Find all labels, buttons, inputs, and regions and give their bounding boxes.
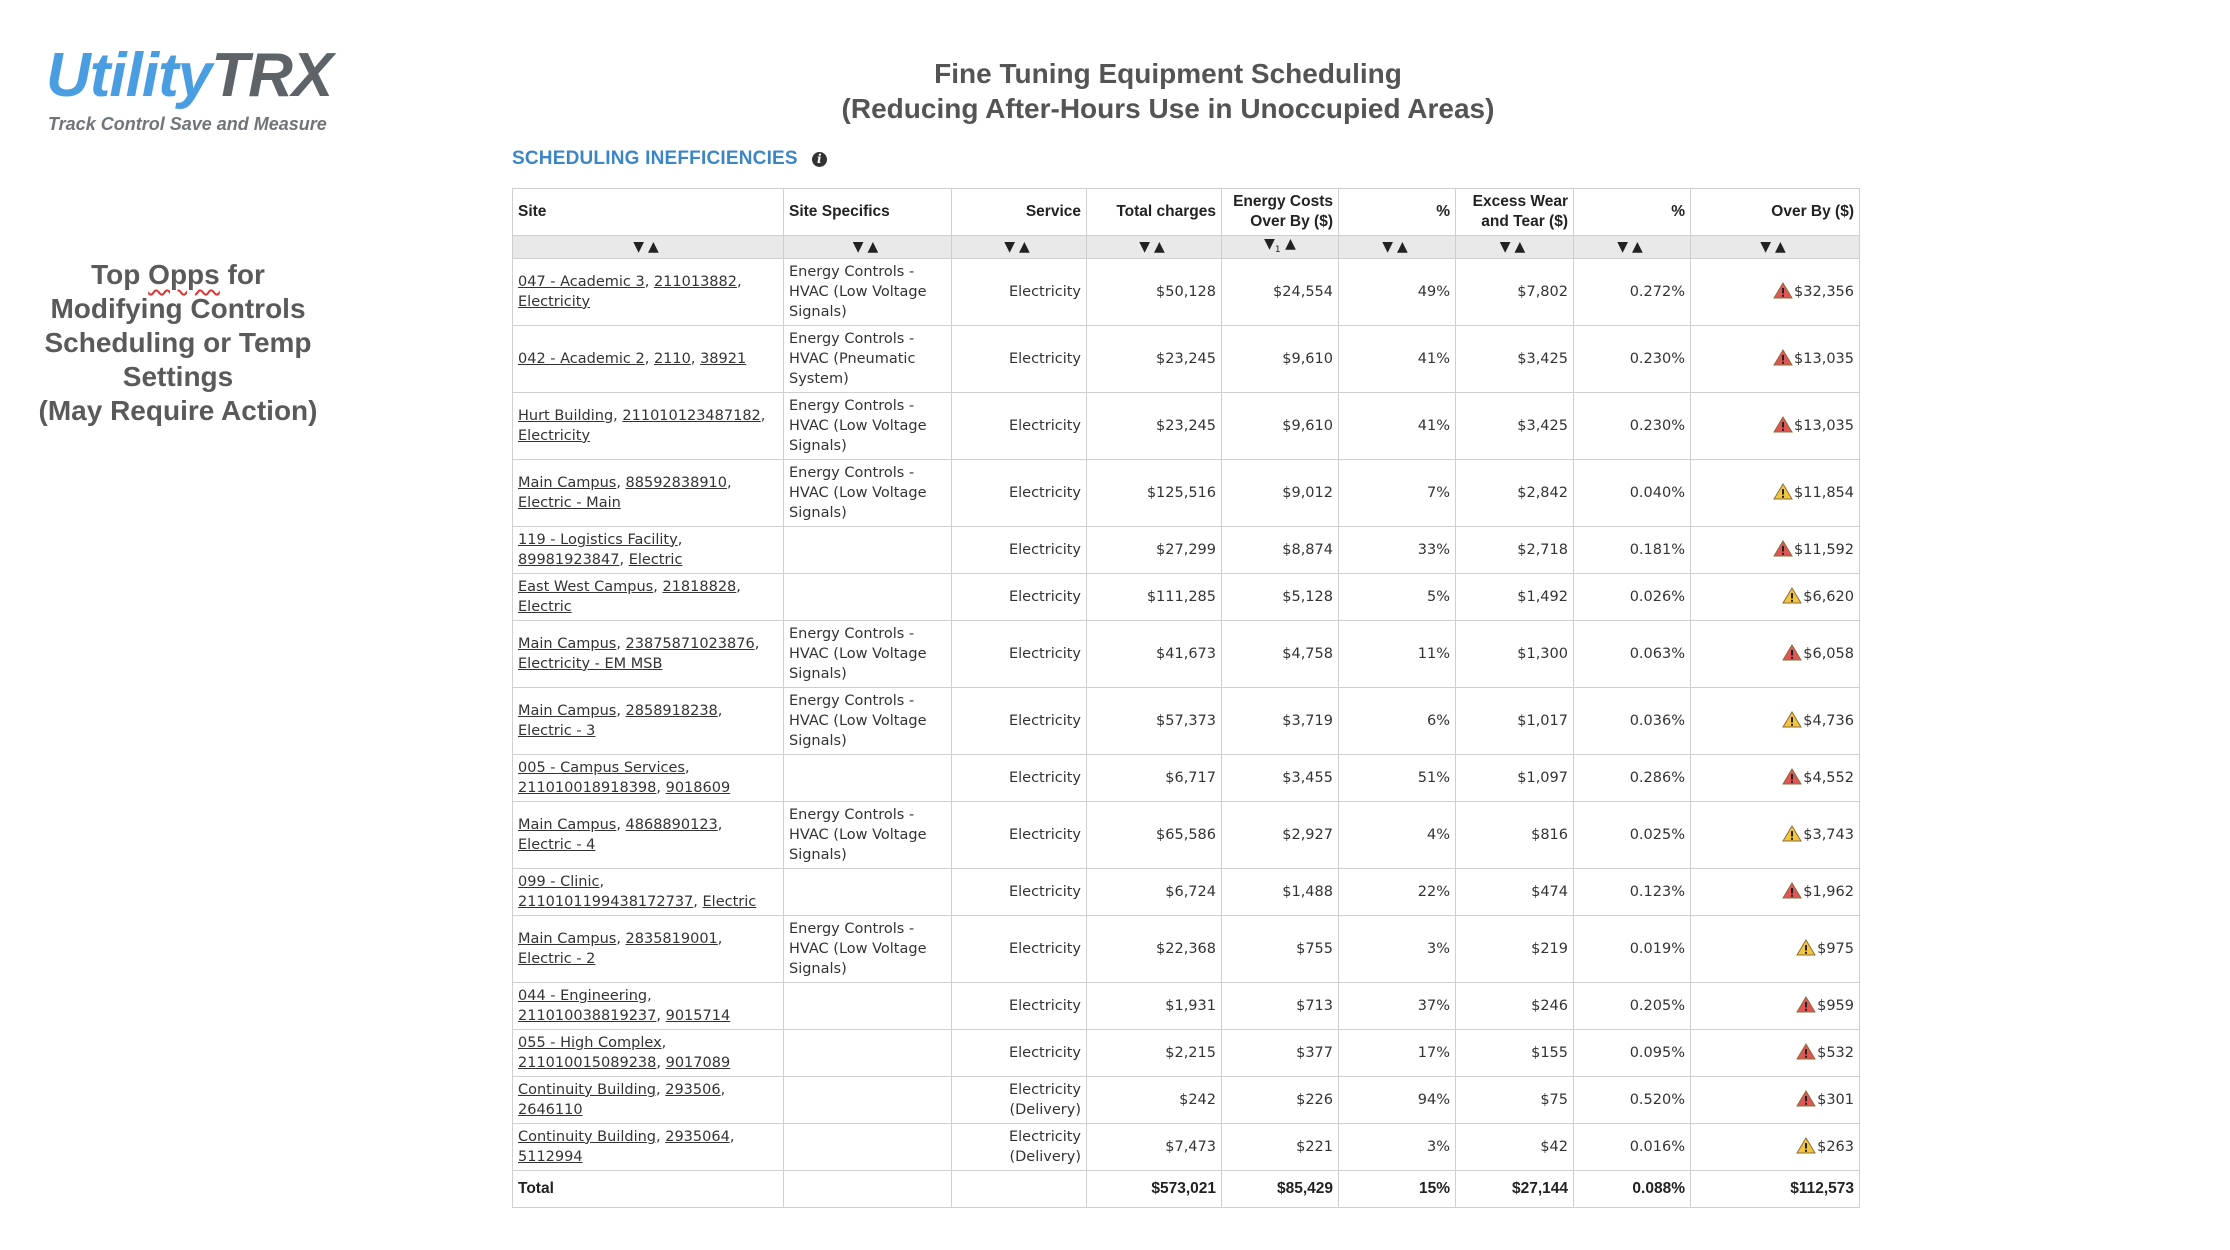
cell-energy-costs: $377 xyxy=(1222,1029,1339,1076)
col-header-pct-2[interactable]: % xyxy=(1574,189,1691,236)
cell-pct: 7% xyxy=(1339,459,1456,526)
cell-excess-wear: $474 xyxy=(1456,868,1574,915)
cell-over-by: $4,736 xyxy=(1691,687,1860,754)
site-link[interactable]: Continuity Building xyxy=(518,1081,657,1098)
section-title: SCHEDULING INEFFICIENCIES xyxy=(512,148,798,169)
cell-excess-wear: $1,492 xyxy=(1456,573,1574,620)
site-link[interactable]: Electricity - EM MSB xyxy=(518,655,663,672)
cell-excess-wear: $1,300 xyxy=(1456,620,1574,687)
cell-service: Electricity xyxy=(952,754,1087,801)
cell-total-charges: $7,473 xyxy=(1087,1123,1222,1170)
cell-pct-2: 0.520% xyxy=(1574,1076,1691,1123)
cell-energy-costs: $3,455 xyxy=(1222,754,1339,801)
cell-excess-wear: $219 xyxy=(1456,915,1574,982)
cell-service: Electricity (Delivery) xyxy=(952,1123,1087,1170)
sort-toggle-excess-wear[interactable]: ▼▲ xyxy=(1456,236,1574,259)
cell-over-by: $263 xyxy=(1691,1123,1860,1170)
side-note xyxy=(20,258,336,428)
scheduling-table xyxy=(512,188,1860,1208)
cell-total-charges: $2,215 xyxy=(1087,1029,1222,1076)
warning-icon xyxy=(1796,996,1816,1013)
cell-site-specifics: Energy Controls - HVAC (Pneumatic System) xyxy=(784,325,952,392)
cell-site: East West Campus, 21818828, Electric xyxy=(513,573,784,620)
warning-icon xyxy=(1782,587,1802,604)
warning-icon xyxy=(1796,939,1816,956)
col-header-over-by[interactable]: Over By ($) xyxy=(1691,189,1860,236)
cell-energy-costs: $226 xyxy=(1222,1076,1339,1123)
cell-site: 055 - High Complex, 211010015089238, 9017089 xyxy=(513,1029,784,1076)
table-row xyxy=(513,1076,1860,1123)
cell-total-charges: $111,285 xyxy=(1087,573,1222,620)
table-row xyxy=(513,573,1860,620)
col-header-site[interactable]: Site xyxy=(513,189,784,236)
cell-pct-2: 0.123% xyxy=(1574,868,1691,915)
cell-pct: 3% xyxy=(1339,915,1456,982)
site-link[interactable]: 89981923847 xyxy=(518,551,620,568)
warning-icon xyxy=(1782,825,1802,842)
col-header-pct[interactable]: % xyxy=(1339,189,1456,236)
site-link[interactable]: 2935064 xyxy=(665,1128,730,1145)
total-empty-2 xyxy=(952,1170,1087,1207)
site-link[interactable]: Electric - 4 xyxy=(518,836,596,853)
table-row xyxy=(513,1123,1860,1170)
cell-total-charges: $57,373 xyxy=(1087,687,1222,754)
cell-service: Electricity xyxy=(952,392,1087,459)
cell-excess-wear: $1,097 xyxy=(1456,754,1574,801)
cell-site-specifics xyxy=(784,982,952,1029)
cell-pct: 11% xyxy=(1339,620,1456,687)
cell-over-by: $532 xyxy=(1691,1029,1860,1076)
cell-site-specifics: Energy Controls - HVAC (Low Voltage Signals) xyxy=(784,620,952,687)
cell-total-charges: $22,368 xyxy=(1087,915,1222,982)
cell-service: Electricity xyxy=(952,868,1087,915)
cell-total-charges: $50,128 xyxy=(1087,258,1222,325)
cell-service: Electricity xyxy=(952,620,1087,687)
total-label: Total xyxy=(513,1170,784,1207)
site-link[interactable]: 23875871023876 xyxy=(625,635,755,652)
cell-site: Main Campus, 23875871023876, Electricity - EM MSB xyxy=(513,620,784,687)
cell-total-charges: $27,299 xyxy=(1087,526,1222,573)
site-link[interactable]: Electric - 3 xyxy=(518,722,596,739)
site-link[interactable]: Hurt Building xyxy=(518,407,614,424)
cell-pct-2: 0.016% xyxy=(1574,1123,1691,1170)
cell-site-specifics xyxy=(784,1029,952,1076)
info-icon[interactable]: i xyxy=(812,152,827,167)
cell-pct-2: 0.095% xyxy=(1574,1029,1691,1076)
cell-site-specifics xyxy=(784,868,952,915)
cell-site-specifics: Energy Controls - HVAC (Low Voltage Signals) xyxy=(784,801,952,868)
cell-site-specifics xyxy=(784,1076,952,1123)
cell-service: Electricity xyxy=(952,687,1087,754)
cell-over-by: $4,552 xyxy=(1691,754,1860,801)
cell-pct-2: 0.230% xyxy=(1574,392,1691,459)
sort-toggle-energy-costs[interactable]: $▼_1$ ▲ xyxy=(1222,236,1339,259)
cell-excess-wear: $816 xyxy=(1456,801,1574,868)
site-link[interactable]: 293506 xyxy=(665,1081,721,1098)
cell-energy-costs: $2,927 xyxy=(1222,801,1339,868)
cell-energy-costs: $24,554 xyxy=(1222,258,1339,325)
side-note-line-1: Top Opps for xyxy=(91,259,265,290)
cell-excess-wear: $2,842 xyxy=(1456,459,1574,526)
cell-pct-2: 0.026% xyxy=(1574,573,1691,620)
site-link[interactable]: Main Campus xyxy=(518,930,617,947)
site-link[interactable]: 2835819001 xyxy=(625,930,718,947)
table-row xyxy=(513,868,1860,915)
cell-site-specifics xyxy=(784,573,952,620)
cell-site-specifics: Energy Controls - HVAC (Low Voltage Signals) xyxy=(784,392,952,459)
header-row xyxy=(513,189,1860,236)
cell-site: Main Campus, 88592838910, Electric - Main xyxy=(513,459,784,526)
cell-service: Electricity xyxy=(952,258,1087,325)
cell-site-specifics: Energy Controls - HVAC (Low Voltage Signals) xyxy=(784,258,952,325)
cell-site: Continuity Building, 2935064, 5112994 xyxy=(513,1123,784,1170)
warning-icon xyxy=(1796,1090,1816,1107)
cell-over-by: $301 xyxy=(1691,1076,1860,1123)
cell-site: Main Campus, 2858918238, Electric - 3 xyxy=(513,687,784,754)
page-title xyxy=(760,56,1576,126)
cell-site-specifics xyxy=(784,754,952,801)
warning-icon xyxy=(1796,1137,1816,1154)
cell-over-by: $11,592 xyxy=(1691,526,1860,573)
warning-icon xyxy=(1782,768,1802,785)
cell-site-specifics: Energy Controls - HVAC (Low Voltage Signals) xyxy=(784,687,952,754)
table-row xyxy=(513,325,1860,392)
site-link[interactable]: 211010018918398 xyxy=(518,779,657,796)
cell-pct: 17% xyxy=(1339,1029,1456,1076)
cell-energy-costs: $3,719 xyxy=(1222,687,1339,754)
cell-excess-wear: $3,425 xyxy=(1456,325,1574,392)
cell-energy-costs: $221 xyxy=(1222,1123,1339,1170)
cell-service: Electricity xyxy=(952,459,1087,526)
cell-pct: 37% xyxy=(1339,982,1456,1029)
total-over-by: $112,573 xyxy=(1691,1170,1860,1207)
cell-site-specifics xyxy=(784,1123,952,1170)
site-link[interactable]: Electricity xyxy=(518,293,591,310)
cell-total-charges: $6,724 xyxy=(1087,868,1222,915)
table-row xyxy=(513,392,1860,459)
table-row xyxy=(513,982,1860,1029)
cell-excess-wear: $7,802 xyxy=(1456,258,1574,325)
cell-pct-2: 0.025% xyxy=(1574,801,1691,868)
table-row xyxy=(513,915,1860,982)
cell-total-charges: $125,516 xyxy=(1087,459,1222,526)
site-link[interactable]: 21818828 xyxy=(662,578,737,595)
site-link[interactable]: 9018609 xyxy=(665,779,731,796)
cell-energy-costs: $713 xyxy=(1222,982,1339,1029)
site-link[interactable]: 2646110 xyxy=(518,1101,583,1118)
table-body xyxy=(513,258,1860,1207)
table-row xyxy=(513,1029,1860,1076)
site-link[interactable]: 211010015089238 xyxy=(518,1054,657,1071)
site-link[interactable]: Electric - 2 xyxy=(518,950,596,967)
cell-excess-wear: $42 xyxy=(1456,1123,1574,1170)
site-link[interactable]: 9017089 xyxy=(665,1054,731,1071)
cell-site: Hurt Building, 211010123487182, Electricity xyxy=(513,392,784,459)
cell-site: Main Campus, 4868890123, Electric - 4 xyxy=(513,801,784,868)
site-link[interactable]: 211010123487182 xyxy=(622,407,761,424)
site-link[interactable]: 5112994 xyxy=(518,1148,583,1165)
cell-energy-costs: $9,610 xyxy=(1222,392,1339,459)
section-header xyxy=(512,148,827,170)
site-link[interactable]: 2110101199438172737 xyxy=(518,893,694,910)
cell-pct: 33% xyxy=(1339,526,1456,573)
total-pct-2: 0.088% xyxy=(1574,1170,1691,1207)
site-link[interactable]: 2110 xyxy=(653,350,691,367)
site-link[interactable]: 38921 xyxy=(700,350,747,367)
cell-pct-2: 0.019% xyxy=(1574,915,1691,982)
warning-icon xyxy=(1773,282,1793,299)
cell-pct-2: 0.205% xyxy=(1574,982,1691,1029)
site-link[interactable]: 211010038819237 xyxy=(518,1007,657,1024)
site-link[interactable]: Main Campus xyxy=(518,635,617,652)
cell-total-charges: $23,245 xyxy=(1087,325,1222,392)
cell-energy-costs: $8,874 xyxy=(1222,526,1339,573)
cell-service: Electricity xyxy=(952,1029,1087,1076)
site-link[interactable]: Main Campus xyxy=(518,702,617,719)
warning-icon xyxy=(1782,644,1802,661)
cell-pct: 22% xyxy=(1339,868,1456,915)
cell-pct: 41% xyxy=(1339,325,1456,392)
sort-toggle-total-charges[interactable]: ▼▲ xyxy=(1087,236,1222,259)
cell-pct: 49% xyxy=(1339,258,1456,325)
site-link[interactable]: Electricity xyxy=(518,427,591,444)
site-link[interactable]: 005 - Campus Services xyxy=(518,759,685,776)
cell-total-charges: $41,673 xyxy=(1087,620,1222,687)
cell-over-by: $13,035 xyxy=(1691,325,1860,392)
side-note-line-3: Scheduling or Temp xyxy=(44,327,312,358)
cell-site-specifics: Energy Controls - HVAC (Low Voltage Signals) xyxy=(784,915,952,982)
total-charges: $573,021 xyxy=(1087,1170,1222,1207)
table-row xyxy=(513,526,1860,573)
warning-icon xyxy=(1773,416,1793,433)
cell-energy-costs: $9,610 xyxy=(1222,325,1339,392)
cell-service: Electricity xyxy=(952,325,1087,392)
cell-pct: 5% xyxy=(1339,573,1456,620)
cell-site: 044 - Engineering, 211010038819237, 9015714 xyxy=(513,982,784,1029)
warning-icon xyxy=(1782,711,1802,728)
cell-site: Main Campus, 2835819001, Electric - 2 xyxy=(513,915,784,982)
cell-energy-costs: $1,488 xyxy=(1222,868,1339,915)
cell-pct-2: 0.272% xyxy=(1574,258,1691,325)
table-row xyxy=(513,754,1860,801)
total-energy-costs: $85,429 xyxy=(1222,1170,1339,1207)
col-header-energy-costs[interactable]: Energy Costs Over By ($) xyxy=(1222,189,1339,236)
site-link[interactable]: Electric - Main xyxy=(518,494,621,511)
cell-over-by: $13,035 xyxy=(1691,392,1860,459)
side-note-line-4: Settings xyxy=(122,361,234,392)
cell-over-by: $11,854 xyxy=(1691,459,1860,526)
logo xyxy=(46,40,332,135)
table-row xyxy=(513,620,1860,687)
sort-toggle-pct-2[interactable]: ▼▲ xyxy=(1574,236,1691,259)
site-link[interactable]: 211013882 xyxy=(653,273,737,290)
cell-energy-costs: $5,128 xyxy=(1222,573,1339,620)
cell-excess-wear: $246 xyxy=(1456,982,1574,1029)
page-title-line-1: Fine Tuning Equipment Scheduling xyxy=(934,58,1402,89)
site-link[interactable]: Continuity Building xyxy=(518,1128,657,1145)
table-row xyxy=(513,258,1860,325)
cell-service: Electricity xyxy=(952,573,1087,620)
cell-site: 047 - Academic 3, 211013882, Electricity xyxy=(513,258,784,325)
cell-service: Electricity xyxy=(952,915,1087,982)
cell-pct: 3% xyxy=(1339,1123,1456,1170)
warning-icon xyxy=(1796,1043,1816,1060)
cell-pct-2: 0.063% xyxy=(1574,620,1691,687)
cell-pct-2: 0.286% xyxy=(1574,754,1691,801)
col-header-site-specifics[interactable]: Site Specifics xyxy=(784,189,952,236)
site-link[interactable]: 4868890123 xyxy=(625,816,718,833)
cell-total-charges: $65,586 xyxy=(1087,801,1222,868)
cell-over-by: $959 xyxy=(1691,982,1860,1029)
site-link[interactable]: Main Campus xyxy=(518,816,617,833)
cell-site: 042 - Academic 2, 2110, 38921 xyxy=(513,325,784,392)
cell-energy-costs: $9,012 xyxy=(1222,459,1339,526)
cell-total-charges: $1,931 xyxy=(1087,982,1222,1029)
warning-icon xyxy=(1782,882,1802,899)
site-link[interactable]: 044 - Engineering xyxy=(518,987,648,1004)
logo-tagline: Track Control Save and Measure xyxy=(48,114,327,134)
site-link[interactable]: Electric xyxy=(518,598,572,615)
cell-pct: 6% xyxy=(1339,687,1456,754)
site-link[interactable]: 9015714 xyxy=(665,1007,731,1024)
cell-energy-costs: $755 xyxy=(1222,915,1339,982)
cell-pct-2: 0.036% xyxy=(1574,687,1691,754)
cell-pct-2: 0.040% xyxy=(1574,459,1691,526)
cell-over-by: $1,962 xyxy=(1691,868,1860,915)
site-link[interactable]: Main Campus xyxy=(518,474,617,491)
cell-excess-wear: $3,425 xyxy=(1456,392,1574,459)
cell-site: 099 - Clinic, 2110101199438172737, Electric xyxy=(513,868,784,915)
page-title-line-2: (Reducing After-Hours Use in Unoccupied Areas) xyxy=(841,93,1495,124)
total-empty-1 xyxy=(784,1170,952,1207)
cell-service: Electricity xyxy=(952,982,1087,1029)
site-link[interactable]: 055 - High Complex xyxy=(518,1034,662,1051)
logo-wordmark: UtilityTRX xyxy=(46,41,333,110)
total-row xyxy=(513,1170,1860,1207)
side-note-line-2: Modifying Controls xyxy=(50,293,306,324)
cell-pct: 4% xyxy=(1339,801,1456,868)
cell-site: 119 - Logistics Facility, 89981923847, Electric xyxy=(513,526,784,573)
col-header-service[interactable]: Service xyxy=(952,189,1087,236)
cell-service: Electricity xyxy=(952,801,1087,868)
site-link[interactable]: 88592838910 xyxy=(625,474,728,491)
sort-toggle-service[interactable]: ▼▲ xyxy=(952,236,1087,259)
cell-over-by: $3,743 xyxy=(1691,801,1860,868)
warning-icon xyxy=(1773,540,1793,557)
site-link[interactable]: 119 - Logistics Facility xyxy=(518,531,678,548)
col-header-excess-wear[interactable]: Excess Wear and Tear ($) xyxy=(1456,189,1574,236)
sort-toggle-pct[interactable]: ▼▲ xyxy=(1339,236,1456,259)
warning-icon xyxy=(1773,483,1793,500)
sort-toggle-site-specifics[interactable]: ▼▲ xyxy=(784,236,952,259)
cell-service: Electricity (Delivery) xyxy=(952,1076,1087,1123)
cell-pct: 51% xyxy=(1339,754,1456,801)
table-row xyxy=(513,687,1860,754)
cell-over-by: $32,356 xyxy=(1691,258,1860,325)
cell-pct-2: 0.181% xyxy=(1574,526,1691,573)
site-link[interactable]: Electric xyxy=(702,893,757,910)
cell-energy-costs: $4,758 xyxy=(1222,620,1339,687)
cell-over-by: $975 xyxy=(1691,915,1860,982)
site-link[interactable]: 2858918238 xyxy=(625,702,718,719)
site-link[interactable]: 099 - Clinic xyxy=(518,873,600,890)
table-row xyxy=(513,459,1860,526)
cell-site-specifics: Energy Controls - HVAC (Low Voltage Signals) xyxy=(784,459,952,526)
total-excess-wear: $27,144 xyxy=(1456,1170,1574,1207)
cell-site: Continuity Building, 293506, 2646110 xyxy=(513,1076,784,1123)
cell-site-specifics xyxy=(784,526,952,573)
col-header-total-charges[interactable]: Total charges xyxy=(1087,189,1222,236)
cell-site: 005 - Campus Services, 211010018918398, 9018609 xyxy=(513,754,784,801)
sort-row xyxy=(513,236,1860,259)
site-link[interactable]: Electric xyxy=(628,551,683,568)
site-link[interactable]: 047 - Academic 3 xyxy=(518,273,645,290)
cell-service: Electricity xyxy=(952,526,1087,573)
total-pct: 15% xyxy=(1339,1170,1456,1207)
sort-toggle-over-by[interactable]: ▼▲ xyxy=(1691,236,1860,259)
table-row xyxy=(513,801,1860,868)
cell-over-by: $6,620 xyxy=(1691,573,1860,620)
cell-excess-wear: $1,017 xyxy=(1456,687,1574,754)
site-link[interactable]: 042 - Academic 2 xyxy=(518,350,645,367)
site-link[interactable]: East West Campus xyxy=(518,578,654,595)
cell-total-charges: $6,717 xyxy=(1087,754,1222,801)
cell-excess-wear: $75 xyxy=(1456,1076,1574,1123)
cell-pct: 41% xyxy=(1339,392,1456,459)
cell-excess-wear: $2,718 xyxy=(1456,526,1574,573)
cell-total-charges: $23,245 xyxy=(1087,392,1222,459)
warning-icon xyxy=(1773,349,1793,366)
cell-excess-wear: $155 xyxy=(1456,1029,1574,1076)
cell-pct-2: 0.230% xyxy=(1574,325,1691,392)
cell-over-by: $6,058 xyxy=(1691,620,1860,687)
sort-toggle-site[interactable]: ▼▲ xyxy=(513,236,784,259)
cell-pct: 94% xyxy=(1339,1076,1456,1123)
cell-total-charges: $242 xyxy=(1087,1076,1222,1123)
side-note-line-5: (May Require Action) xyxy=(38,395,318,426)
